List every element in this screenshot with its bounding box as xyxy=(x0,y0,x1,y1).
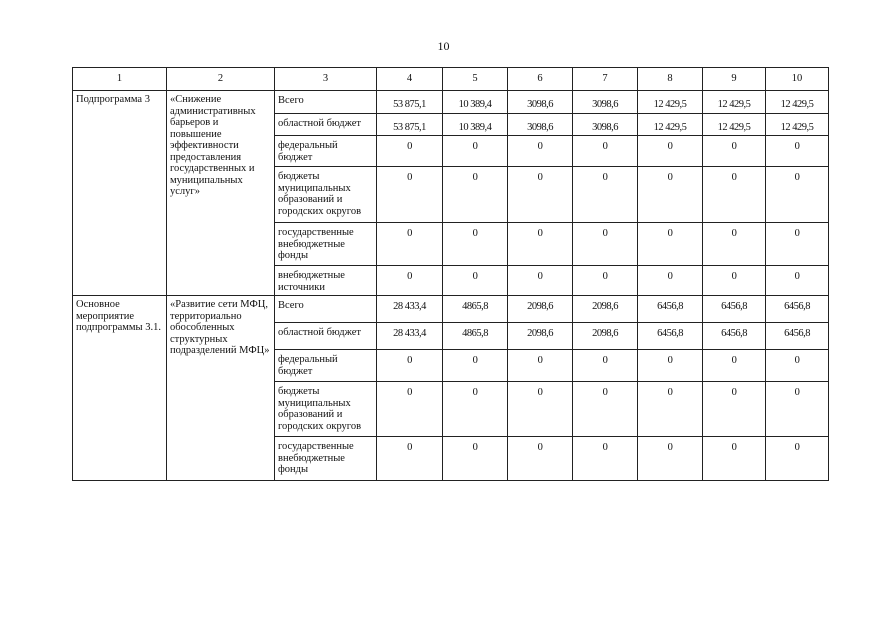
value-cell: 0 xyxy=(508,167,573,223)
value-cell: 12 429,5 xyxy=(766,113,829,136)
value-cell: 0 xyxy=(508,266,573,296)
value-cell: 0 xyxy=(508,350,573,382)
value-cell: 0 xyxy=(638,167,703,223)
value-cell: 2098,6 xyxy=(508,296,573,323)
value-cell: 12 429,5 xyxy=(703,91,766,114)
value-cell: 12 429,5 xyxy=(766,91,829,114)
value-cell: 0 xyxy=(377,223,443,266)
value-cell: 3098,6 xyxy=(573,113,638,136)
value-cell: 0 xyxy=(573,167,638,223)
header-cell: 5 xyxy=(443,68,508,91)
value-cell: 12 429,5 xyxy=(638,91,703,114)
value-cell: 0 xyxy=(766,437,829,481)
header-cell: 1 xyxy=(73,68,167,91)
header-cell: 4 xyxy=(377,68,443,91)
value-cell: 0 xyxy=(703,382,766,437)
value-cell: 0 xyxy=(443,382,508,437)
value-cell: 0 xyxy=(443,223,508,266)
value-cell: 0 xyxy=(703,223,766,266)
funding-source-cell: бюджеты муниципальных образований и городских округов xyxy=(275,382,377,437)
value-cell: 0 xyxy=(703,167,766,223)
value-cell: 0 xyxy=(508,136,573,167)
funding-source-cell: государственные внебюджетные фонды xyxy=(275,223,377,266)
value-cell: 0 xyxy=(638,382,703,437)
program-name-cell: «Снижение административных барьеров и повышение эффективности предоставления государственных и муниципальных услуг» xyxy=(167,91,275,296)
value-cell: 2098,6 xyxy=(508,323,573,350)
value-cell: 6456,8 xyxy=(766,323,829,350)
value-cell: 0 xyxy=(703,266,766,296)
value-cell: 0 xyxy=(703,350,766,382)
value-cell: 0 xyxy=(573,223,638,266)
header-cell: 6 xyxy=(508,68,573,91)
value-cell: 12 429,5 xyxy=(703,113,766,136)
funding-source-cell: бюджеты муниципальных образований и городских округов xyxy=(275,167,377,223)
value-cell: 0 xyxy=(508,437,573,481)
value-cell: 0 xyxy=(377,266,443,296)
value-cell: 0 xyxy=(766,136,829,167)
value-cell: 28 433,4 xyxy=(377,296,443,323)
table-row xyxy=(73,91,829,114)
value-cell: 12 429,5 xyxy=(638,113,703,136)
funding-source-cell: Всего xyxy=(275,296,377,323)
value-cell: 0 xyxy=(766,266,829,296)
value-cell: 53 875,1 xyxy=(377,91,443,114)
table-row xyxy=(73,296,829,323)
value-cell: 0 xyxy=(377,136,443,167)
value-cell: 3098,6 xyxy=(573,91,638,114)
value-cell: 0 xyxy=(638,223,703,266)
funding-source-cell: государственные внебюджетные фонды xyxy=(275,437,377,481)
value-cell: 28 433,4 xyxy=(377,323,443,350)
value-cell: 3098,6 xyxy=(508,113,573,136)
value-cell: 6456,8 xyxy=(638,323,703,350)
value-cell: 6456,8 xyxy=(703,323,766,350)
value-cell: 0 xyxy=(443,350,508,382)
value-cell: 0 xyxy=(638,437,703,481)
funding-source-cell: Всего xyxy=(275,91,377,114)
value-cell: 53 875,1 xyxy=(377,113,443,136)
value-cell: 0 xyxy=(573,136,638,167)
value-cell: 4865,8 xyxy=(443,323,508,350)
value-cell: 6456,8 xyxy=(638,296,703,323)
value-cell: 6456,8 xyxy=(703,296,766,323)
value-cell: 4865,8 xyxy=(443,296,508,323)
value-cell: 2098,6 xyxy=(573,323,638,350)
value-cell: 0 xyxy=(703,136,766,167)
value-cell: 0 xyxy=(377,350,443,382)
budget-table xyxy=(72,67,829,481)
value-cell: 0 xyxy=(443,167,508,223)
value-cell: 0 xyxy=(377,382,443,437)
value-cell: 0 xyxy=(508,223,573,266)
value-cell: 0 xyxy=(638,350,703,382)
value-cell: 10 389,4 xyxy=(443,113,508,136)
value-cell: 0 xyxy=(573,437,638,481)
funding-source-cell: областной бюджет xyxy=(275,113,377,136)
program-entity-cell: Основное мероприятие подпрограммы 3.1. xyxy=(73,296,167,481)
header-cell: 3 xyxy=(275,68,377,91)
value-cell: 0 xyxy=(573,350,638,382)
value-cell: 0 xyxy=(377,167,443,223)
funding-source-cell: федеральный бюджет xyxy=(275,350,377,382)
program-name-cell: «Развитие сети МФЦ, территориально обособленных структурных подразделений МФЦ» xyxy=(167,296,275,481)
header-cell: 7 xyxy=(573,68,638,91)
program-entity-cell: Подпрограмма 3 xyxy=(73,91,167,296)
value-cell: 0 xyxy=(573,266,638,296)
value-cell: 0 xyxy=(508,382,573,437)
value-cell: 0 xyxy=(766,167,829,223)
value-cell: 0 xyxy=(638,136,703,167)
funding-source-cell: внебюджетные источники xyxy=(275,266,377,296)
value-cell: 2098,6 xyxy=(573,296,638,323)
value-cell: 0 xyxy=(443,136,508,167)
header-cell: 9 xyxy=(703,68,766,91)
funding-source-cell: федеральный бюджет xyxy=(275,136,377,167)
value-cell: 0 xyxy=(573,382,638,437)
header-cell: 10 xyxy=(766,68,829,91)
value-cell: 0 xyxy=(766,382,829,437)
page-number: 10 xyxy=(437,39,450,53)
value-cell: 0 xyxy=(377,437,443,481)
value-cell: 6456,8 xyxy=(766,296,829,323)
value-cell: 10 389,4 xyxy=(443,91,508,114)
value-cell: 0 xyxy=(703,437,766,481)
header-row xyxy=(73,68,829,91)
value-cell: 0 xyxy=(443,437,508,481)
value-cell: 3098,6 xyxy=(508,91,573,114)
value-cell: 0 xyxy=(766,223,829,266)
header-cell: 8 xyxy=(638,68,703,91)
header-cell: 2 xyxy=(167,68,275,91)
value-cell: 0 xyxy=(766,350,829,382)
value-cell: 0 xyxy=(638,266,703,296)
funding-source-cell: областной бюджет xyxy=(275,323,377,350)
value-cell: 0 xyxy=(443,266,508,296)
